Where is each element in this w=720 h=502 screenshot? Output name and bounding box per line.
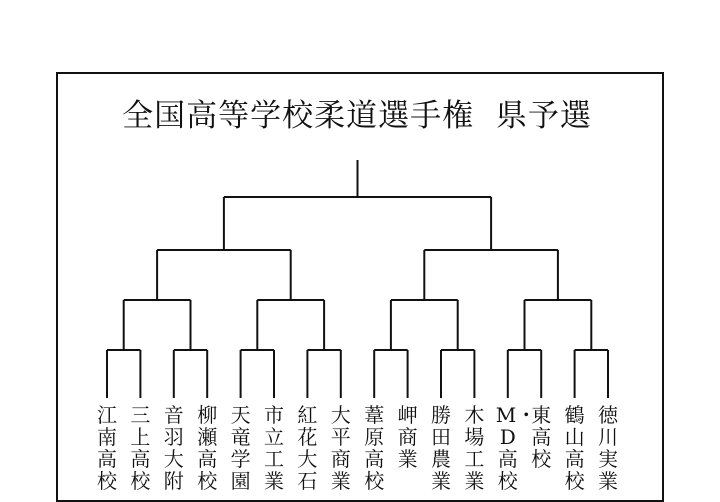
team-name: 鶴山高校 [564,403,585,493]
team-name: M・D高校 [495,403,537,493]
team-name: 江南高校 [97,403,117,493]
team-name: 三上高校 [130,403,151,493]
team-name: 柳瀬高校 [197,403,218,493]
team-name: 岬商業 [397,403,418,471]
team-name: 天竜学園 [230,403,251,493]
team-name: 紅花大石 [297,403,318,493]
team-name: 葦原高校 [364,403,385,493]
team-name: 市立工業 [264,403,284,493]
team-name: 東高校 [531,403,552,471]
team-name: 大平商業 [330,403,351,493]
team-name: 音羽大附 [163,403,184,493]
team-name: 木場工業 [464,403,485,493]
team-name: 勝田農業 [431,403,451,493]
page-title: 全国高等学校柔道選手権 県予選 [122,98,592,134]
team-name: 徳川実業 [598,403,618,493]
